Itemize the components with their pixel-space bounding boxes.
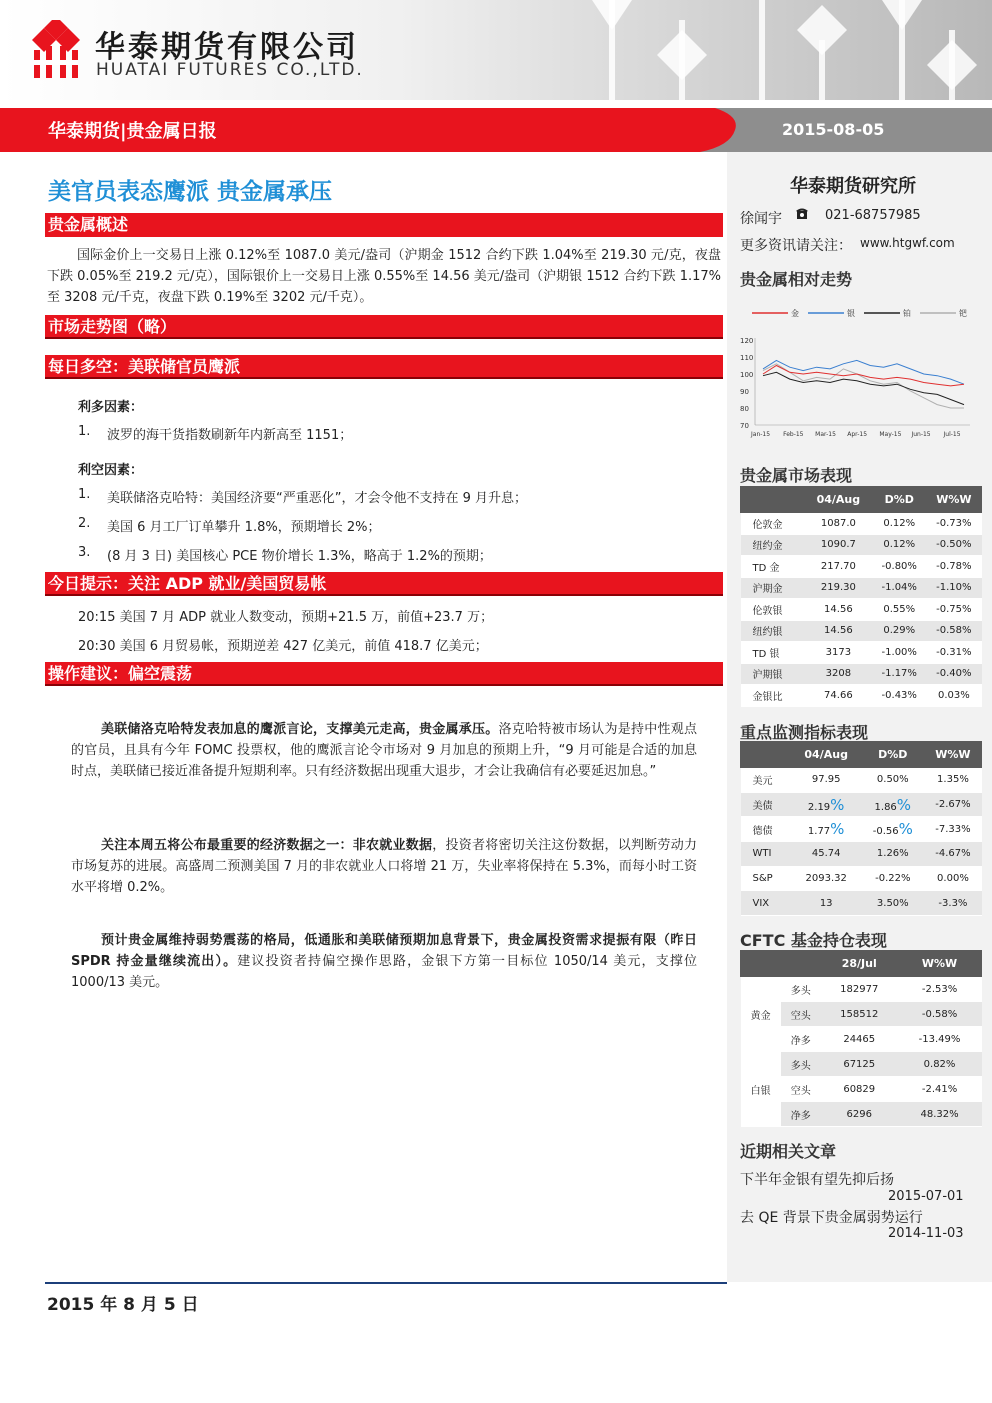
market-row-value: 14.56 — [804, 599, 872, 621]
indicator-row-value: 13 — [791, 891, 861, 916]
page-title: 美官员表态鹰派 贵金属承压 — [48, 179, 333, 205]
market-row-ww: 0.03% — [926, 685, 981, 707]
table-row — [741, 534, 982, 556]
market-row-ww: -0.75% — [926, 599, 981, 621]
indicator-row-dd: 1.26% — [861, 842, 924, 867]
y-tick-label: 100 — [740, 371, 754, 379]
article-2-date: 2014-11-03 — [888, 1226, 964, 1241]
indicator-row-name: VIX — [741, 891, 792, 916]
market-row-name: 伦敦金 — [741, 513, 805, 535]
series-line — [763, 364, 964, 408]
market-row-dd: -0.43% — [872, 685, 926, 707]
indicator-row-ww: 0.00% — [924, 866, 981, 891]
cftc-row-value: 182977 — [821, 977, 898, 1002]
cftc-row-value: 60829 — [821, 1077, 898, 1102]
indicator-row-ww: 1.35% — [924, 768, 981, 793]
bullish-item-1-num: 1. — [78, 424, 91, 439]
indicator-row-dd: 0.50% — [861, 768, 924, 793]
market-row-dd: 0.12% — [872, 513, 926, 535]
indicator-header-ww: W%W — [924, 742, 981, 768]
market-header-blank — [741, 487, 805, 513]
cftc-row-ww: 48.32% — [898, 1102, 982, 1127]
market-row-value: 1090.7 — [804, 534, 872, 556]
market-row-dd: -0.80% — [872, 556, 926, 578]
table-row — [741, 556, 982, 578]
indicator-header-dd: D%D — [861, 742, 924, 768]
overview-paragraph: 国际金价上一交易日上涨 0.12%至 1087.0 美元/盎司（沪期金 1512 合约下跌 1.04%至 219.30 元/克，夜盘下跌 0.05%至 219.2 元/克），国际银价上一交易日上涨 0.55%至 14.56 美元/盎司（沪期银 1512 合约下跌 1.17%至 3208 元/千克，夜盘下跌 0.19%至 3202 元/千克）。 — [47, 248, 721, 305]
y-tick-label: 90 — [740, 388, 749, 396]
footer-divider — [45, 1282, 727, 1284]
tip-item-2: 20:30 美国 6 月贸易帐，预期逆差 427 亿美元，前值 418.7 亿美元； — [78, 639, 488, 654]
article-2-title[interactable]: 去 QE 背景下贵金属弱势运行 — [740, 1210, 923, 1226]
bearish-item-2: 美国 6 月工厂订单攀升 1.8%，预期增长 2%； — [107, 520, 381, 535]
indicator-row-name: 美债 — [741, 792, 792, 817]
cftc-row-ww: -0.58% — [898, 1002, 982, 1027]
market-row-value: 3208 — [804, 663, 872, 685]
header-decoration — [572, 0, 992, 100]
indicator-row-dd: -0.56% — [861, 817, 924, 842]
cftc-row-value: 24465 — [821, 1027, 898, 1052]
website-link[interactable]: www.htgwf.com — [860, 236, 955, 250]
table-row — [741, 577, 982, 599]
bearish-item-3: (8 月 3 日) 美国核心 PCE 物价增长 1.3%，略高于 1.2%的预期； — [107, 549, 492, 564]
indicator-row-value: 2.19% — [791, 792, 861, 817]
table-row — [741, 685, 982, 707]
table-row — [741, 768, 982, 793]
market-header-date: 04/Aug — [804, 487, 872, 513]
indicator-row-ww: -3.3% — [924, 891, 981, 916]
market-row-ww: -1.10% — [926, 577, 981, 599]
indicator-row-dd: -0.22% — [861, 866, 924, 891]
market-row-name: 纽约金 — [741, 534, 805, 556]
table-row — [741, 620, 982, 642]
table-row — [741, 977, 982, 1002]
indicator-row-value: 2093.32 — [791, 866, 861, 891]
cftc-header-date: 28/Jul — [821, 951, 898, 977]
x-tick-label: Mar-15 — [815, 431, 836, 438]
percent-sign: % — [830, 820, 845, 839]
y-tick-label: 110 — [740, 354, 754, 362]
market-row-ww: -0.40% — [926, 663, 981, 685]
market-header-dd: D%D — [872, 487, 926, 513]
advice-paragraph-2 — [71, 835, 697, 898]
advice-paragraph-3-body: 建议投资者持偏空操作思路，金银下方第一目标位 1050/14 美元，支撑位 1000/13 美元。 — [71, 954, 697, 990]
cftc-row-value: 158512 — [821, 1002, 898, 1027]
market-row-name: 沪期金 — [741, 577, 805, 599]
tip-item-1: 20:15 美国 7 月 ADP 就业人数变动，预期+21.5 万，前值+23.7 万； — [78, 610, 494, 625]
market-row-dd: -1.17% — [872, 663, 926, 685]
indicator-row-ww: -7.33% — [924, 817, 981, 842]
advice-paragraph-1 — [71, 719, 697, 782]
percent-sign: % — [898, 820, 913, 839]
cftc-row-ww: -2.41% — [898, 1077, 982, 1102]
cftc-title: CFTC 基金持仓表现 — [740, 931, 887, 950]
cftc-row-ww: -13.49% — [898, 1027, 982, 1052]
market-row-dd: 0.29% — [872, 620, 926, 642]
articles-title: 近期相关文章 — [740, 1142, 837, 1161]
analyst-phone: 021-68757985 — [825, 208, 921, 223]
indicator-row-value: 1.77% — [791, 817, 861, 842]
bearish-item-1: 美联储洛克哈特：美国经济要“严重恶化”，才会令他不支持在 9 月升息； — [107, 491, 528, 506]
percent-sign: % — [830, 795, 845, 814]
legend-label: 铂 — [903, 309, 911, 318]
section-overview: 贵金属概述 — [45, 213, 723, 237]
table-row — [741, 866, 982, 891]
x-tick-label: May-15 — [879, 431, 902, 438]
cftc-table — [740, 950, 982, 1127]
cftc-metal-label: 白银 — [741, 1052, 781, 1127]
legend-label: 金 — [791, 309, 799, 318]
indicator-row-ww: -2.67% — [924, 792, 981, 817]
table-row — [741, 513, 982, 535]
advice-paragraph-2-body: ，投资者将密切关注这份数据，以判断劳动力市场复苏的进展。高盛周二预测美国 7 月的非农就业人口将增 21 万，失业率将保持在 5.3%，而每小时工资水平将增 0.2%。 — [71, 838, 697, 895]
indicator-row-name: 德债 — [741, 817, 792, 842]
indicator-row-name: WTI — [741, 842, 792, 867]
market-row-value: 3173 — [804, 642, 872, 664]
indicator-title: 重点监测指标表现 — [740, 723, 869, 742]
table-row — [741, 792, 982, 817]
y-tick-label: 80 — [740, 405, 749, 413]
trend-title: 贵金属相对走势 — [740, 270, 853, 289]
indicator-row-value: 97.95 — [791, 768, 861, 793]
market-row-name: TD 金 — [741, 556, 805, 578]
cftc-header-blank-1 — [741, 951, 781, 977]
advice-paragraph-2-lead: 关注本周五将公布最重要的经济数据之一：非农就业数据 — [101, 838, 433, 853]
indicator-row-name: S&P — [741, 866, 792, 891]
section-daily-view: 每日多空：美联储官员鹰派 — [45, 355, 723, 379]
market-row-ww: -0.31% — [926, 642, 981, 664]
analyst-name: 徐闻宇 — [740, 211, 782, 227]
section-market-chart: 市场走势图（略） — [45, 315, 723, 339]
article-1-title[interactable]: 下半年金银有望先抑后扬 — [740, 1172, 894, 1188]
institute-name: 华泰期货研究所 — [790, 176, 916, 197]
cftc-row-ww: -2.53% — [898, 977, 982, 1002]
y-tick-label: 70 — [740, 422, 749, 430]
cftc-header-ww: W%W — [898, 951, 982, 977]
relative-trend-chart — [740, 300, 985, 450]
market-row-value: 14.56 — [804, 620, 872, 642]
bearish-item-3-num: 3. — [78, 545, 91, 560]
more-info-label: 更多资讯请关注： — [740, 238, 852, 254]
market-performance-title: 贵金属市场表现 — [740, 466, 853, 485]
bullish-item-1: 波罗的海干货指数刷新年内新高至 1151； — [107, 428, 353, 443]
market-row-name: 伦敦银 — [741, 599, 805, 621]
table-row — [741, 599, 982, 621]
advice-paragraph-1-lead: 美联储洛克哈特发表加息的鹰派言论，支撑美元走高，贵金属承压。 — [101, 722, 499, 737]
market-row-value: 74.66 — [804, 685, 872, 707]
y-tick-label: 120 — [740, 337, 754, 345]
table-row — [741, 663, 982, 685]
market-row-ww: -0.50% — [926, 534, 981, 556]
company-name-en: HUATAI FUTURES CO.,LTD. — [96, 60, 364, 80]
indicator-row-value: 45.74 — [791, 842, 861, 867]
cftc-row-type: 空头 — [781, 1002, 821, 1027]
market-row-ww: -0.78% — [926, 556, 981, 578]
market-row-value: 1087.0 — [804, 513, 872, 535]
x-tick-label: Apr-15 — [847, 431, 868, 438]
cftc-header-blank-2 — [781, 951, 821, 977]
cftc-row-value: 67125 — [821, 1052, 898, 1077]
indicator-row-dd: 1.86% — [861, 792, 924, 817]
market-row-ww: -0.58% — [926, 620, 981, 642]
market-performance-table — [740, 486, 982, 707]
bearish-item-2-num: 2. — [78, 516, 91, 531]
advice-paragraph-3-lead: 预计贵金属维持弱势震荡的格局，低通胀和美联储预期加息背景下，贵金属投资需求提振有限（昨日 SPDR 持金量继续流出）。 — [71, 933, 697, 969]
report-date: 2015-08-05 — [782, 120, 885, 139]
advice-paragraph-3 — [71, 930, 697, 993]
legend-label: 银 — [847, 309, 855, 318]
cftc-row-value: 6296 — [821, 1102, 898, 1127]
table-row — [741, 642, 982, 664]
table-row — [741, 817, 982, 842]
x-tick-label: Jul-15 — [943, 431, 961, 438]
market-header-ww: W%W — [926, 487, 981, 513]
cftc-row-type: 净多 — [781, 1102, 821, 1127]
cftc-metal-label: 黄金 — [741, 977, 781, 1052]
phone-icon — [795, 206, 809, 220]
market-row-dd: -1.04% — [872, 577, 926, 599]
section-today-tips: 今日提示：关注 ADP 就业/美国贸易帐 — [45, 572, 723, 596]
x-tick-label: Jan-15 — [751, 431, 771, 438]
table-row — [741, 1052, 982, 1077]
market-row-name: 纽约银 — [741, 620, 805, 642]
cftc-row-type: 空头 — [781, 1077, 821, 1102]
indicator-row-name: 美元 — [741, 768, 792, 793]
indicator-header-blank — [741, 742, 792, 768]
market-row-dd: 0.12% — [872, 534, 926, 556]
bullish-label: 利多因素： — [78, 400, 144, 415]
footer-date: 2015 年 8 月 5 日 — [47, 1295, 199, 1315]
market-row-dd: -1.00% — [872, 642, 926, 664]
cftc-row-type: 多头 — [781, 977, 821, 1002]
company-logo — [30, 20, 82, 78]
table-row — [741, 891, 982, 916]
market-row-name: 金银比 — [741, 685, 805, 707]
page-header — [0, 0, 992, 100]
cftc-row-ww: 0.82% — [898, 1052, 982, 1077]
x-tick-label: Feb-15 — [783, 431, 804, 438]
percent-sign: % — [896, 795, 912, 814]
article-1-date: 2015-07-01 — [888, 1189, 964, 1204]
market-row-name: TD 银 — [741, 642, 805, 664]
market-row-dd: 0.55% — [872, 599, 926, 621]
cftc-row-type: 净多 — [781, 1027, 821, 1052]
x-tick-label: Jun-15 — [911, 431, 931, 438]
market-row-value: 219.30 — [804, 577, 872, 599]
table-row — [741, 842, 982, 867]
advice-paragraph-1-body: 洛克哈特被市场认为是持中性观点的官员，且具有今年 FOMC 投票权，他的鹰派言论令市场对 9 月加息的预期上升，“9 月可能是合适的加息时点，美联储已接近准备提升短期利率。只有经济数据出现重大退步，才会让我确信有必要延迟加息。” — [71, 722, 697, 779]
company-name-cn: 华泰期货有限公司 — [95, 30, 359, 65]
cftc-row-type: 多头 — [781, 1052, 821, 1077]
market-row-value: 217.70 — [804, 556, 872, 578]
indicator-row-ww: -4.67% — [924, 842, 981, 867]
indicator-row-dd: 3.50% — [861, 891, 924, 916]
bearish-label: 利空因素： — [78, 463, 144, 478]
market-row-name: 沪期银 — [741, 663, 805, 685]
indicator-header-date: 04/Aug — [791, 742, 861, 768]
indicator-table — [740, 741, 982, 916]
market-row-ww: -0.73% — [926, 513, 981, 535]
report-title: 华泰期货|贵金属日报 — [48, 121, 217, 142]
legend-label: 钯 — [959, 309, 967, 318]
bearish-item-1-num: 1. — [78, 487, 91, 502]
section-advice: 操作建议：偏空震荡 — [45, 662, 723, 686]
